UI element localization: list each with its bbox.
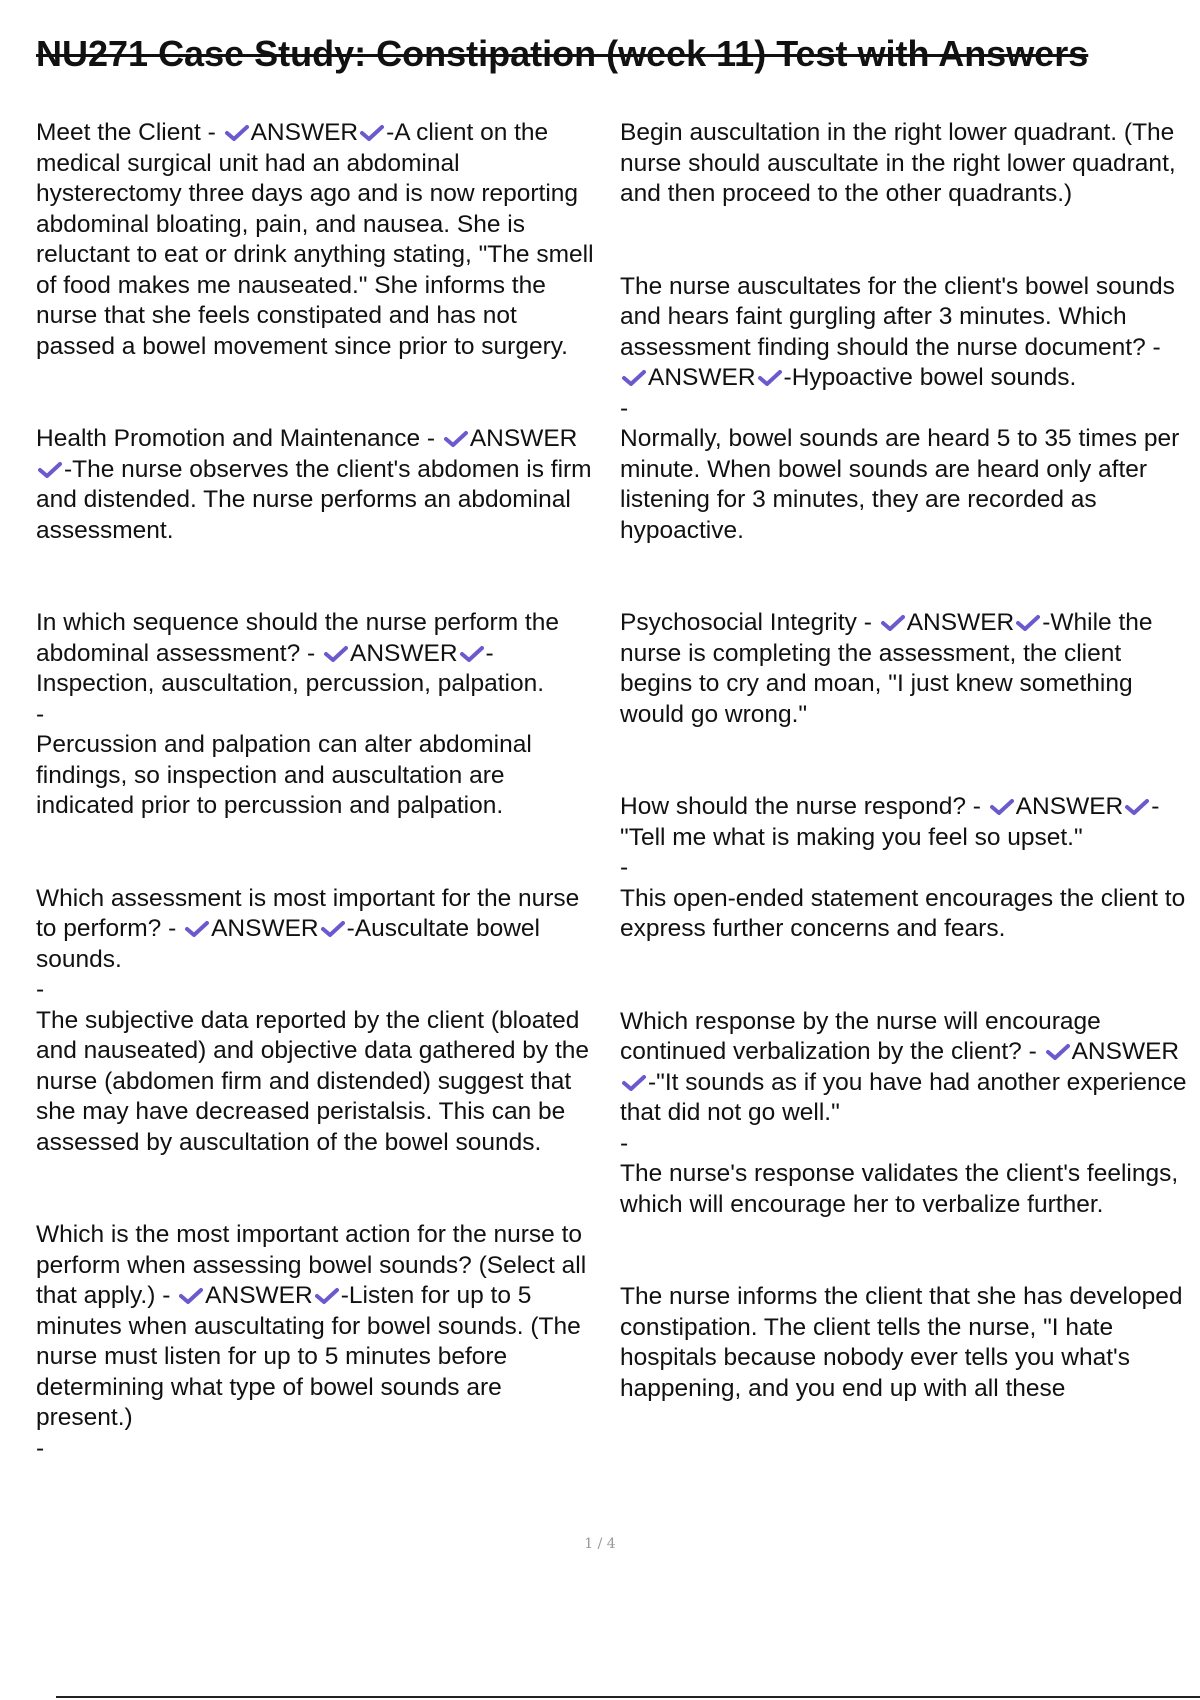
question-text: The nurse auscultates for the client's bowel sounds and hears faint gurgling after 3 minutes. Which assessment finding should the nurse document? - <box>620 272 1175 361</box>
check-icon <box>360 124 384 142</box>
auscultation-start-text: Begin auscultation in the right lower quadrant. (The nurse should auscultate in the right lower quadrant, and then proceed to the other quadrants.) <box>620 119 1176 207</box>
question-text: Health Promotion and Maintenance - <box>36 425 442 452</box>
check-icon <box>225 124 249 142</box>
answer-text: - Inspection, auscultation, percussion, palpation. <box>36 639 545 697</box>
qa-meet-the-client <box>36 118 601 362</box>
check-icon <box>1046 1043 1070 1061</box>
answer-text: -"Tell me what is making you feel so upset." <box>620 793 1160 851</box>
check-icon <box>622 369 646 387</box>
check-icon <box>185 920 209 938</box>
answer-label: ANSWER <box>349 639 458 667</box>
separator-dash: - <box>36 700 45 728</box>
qa-nurse-response <box>620 792 1195 853</box>
left-column <box>36 118 601 1464</box>
answer-text: -Auscultate bowel sounds. <box>36 915 540 973</box>
question-text: Psychosocial Integrity - <box>620 609 879 636</box>
question-text: Which assessment is most important for the nurse to perform? - <box>36 884 580 942</box>
qa-most-important-assessment <box>36 884 601 976</box>
answer-label: ANSWER <box>648 364 756 391</box>
answer-label: ANSWER <box>250 119 359 146</box>
rationale-text: The nurse's response validates the client's feelings, which will encourage her to verbalize further. <box>620 1160 1179 1218</box>
check-icon <box>444 430 468 448</box>
answer-text: -A client on the medical surgical unit had an abdominal hysterectomy three days ago and is now reporting abdominal bloating, pain, and nausea. She is reluctant to eat or drink anything stating, "The smell of food makes me nauseated." She informs the nurse that she feels constipated and has not passed a bowel movement since prior to surgery. <box>36 119 594 360</box>
check-icon <box>881 614 905 632</box>
answer-label: ANSWER <box>205 1282 313 1309</box>
check-icon <box>315 1287 339 1305</box>
page-number: 1 / 4 <box>584 1536 616 1552</box>
separator-dash: - <box>620 1129 629 1157</box>
separator-dash: - <box>620 854 629 881</box>
question-text: Meet the Client - <box>36 119 223 146</box>
question-text: In which sequence should the nurse perform the abdominal assessment? - <box>36 609 559 667</box>
answer-text: -Hypoactive bowel sounds. <box>783 364 1077 391</box>
rationale-text: Normally, bowel sounds are heard 5 to 35 times per minute. When bowel sounds are heard only after listening for 3 minutes, they are recorded as hypoactive. <box>620 425 1180 544</box>
separator-dash: - <box>36 976 45 1003</box>
answer-label: ANSWER <box>1015 793 1124 820</box>
answer-label: ANSWER <box>469 425 578 452</box>
check-icon <box>758 369 782 387</box>
answer-label: ANSWER <box>906 609 1015 636</box>
check-icon <box>179 1287 203 1305</box>
answer-label: ANSWER <box>211 915 319 942</box>
answer-label: ANSWER <box>1071 1038 1180 1065</box>
bottom-divider <box>56 1696 1200 1698</box>
separator-dash: - <box>620 394 629 422</box>
check-icon <box>1016 614 1040 632</box>
rationale-text: This open-ended statement encourages the client to express further concerns and fears. <box>620 884 1186 942</box>
check-icon <box>990 798 1014 816</box>
qa-assessment-sequence <box>36 608 601 700</box>
right-column <box>620 118 1195 1404</box>
answer-text: -While the nurse is completing the assessment, the client begins to cry and moan, "I just knew something would go wrong." <box>620 609 1153 728</box>
constipation-informed-text: The nurse informs the client that she has developed constipation. The client tells the nurse, "I hate hospitals because nobody ever tells you what's happening, and you end up with all these <box>620 1283 1183 1402</box>
rationale-text: Percussion and palpation can alter abdominal findings, so inspection and auscultation are indicated prior to percussion and palpation. <box>36 731 532 819</box>
check-icon <box>38 461 62 479</box>
check-icon <box>324 645 348 663</box>
question-text: Which is the most important action for the nurse to perform when assessing bowel sounds? (Select all that apply.) - <box>36 1221 587 1309</box>
qa-psychosocial-integrity <box>620 608 1195 730</box>
check-icon <box>622 1074 646 1092</box>
separator-dash: - <box>36 1434 45 1462</box>
check-icon <box>321 920 345 938</box>
question-text: Which response by the nurse will encourage continued verbalization by the client? - <box>620 1007 1101 1065</box>
question-text: How should the nurse respond? - <box>620 793 988 820</box>
answer-text: -"It sounds as if you have had another experience that did not go well." <box>620 1068 1187 1126</box>
check-icon <box>460 645 484 663</box>
answer-text: -The nurse observes the client's abdomen is firm and distended. The nurse performs an abdominal assessment. <box>36 455 592 544</box>
rationale-text: The subjective data reported by the client (bloated and nauseated) and objective data gathered by the nurse (abdomen firm and distended) suggest that she may have decreased peristalsis. This can be assessed by auscultation of the bowel sounds. <box>36 1006 590 1156</box>
answer-text: -Listen for up to 5 minutes when auscultating for bowel sounds. (The nurse must listen for up to 5 minutes before determining what type of bowel sounds are present.) <box>36 1282 581 1431</box>
qa-bowel-sounds-action <box>36 1220 601 1434</box>
qa-health-promotion <box>36 424 601 546</box>
document-title: NU271 Case Study: Constipation (week 11) Test with Answers <box>36 33 1089 74</box>
check-icon <box>1125 798 1149 816</box>
qa-continued-verbalization <box>620 1007 1195 1129</box>
qa-bowel-sound-finding <box>620 272 1195 394</box>
